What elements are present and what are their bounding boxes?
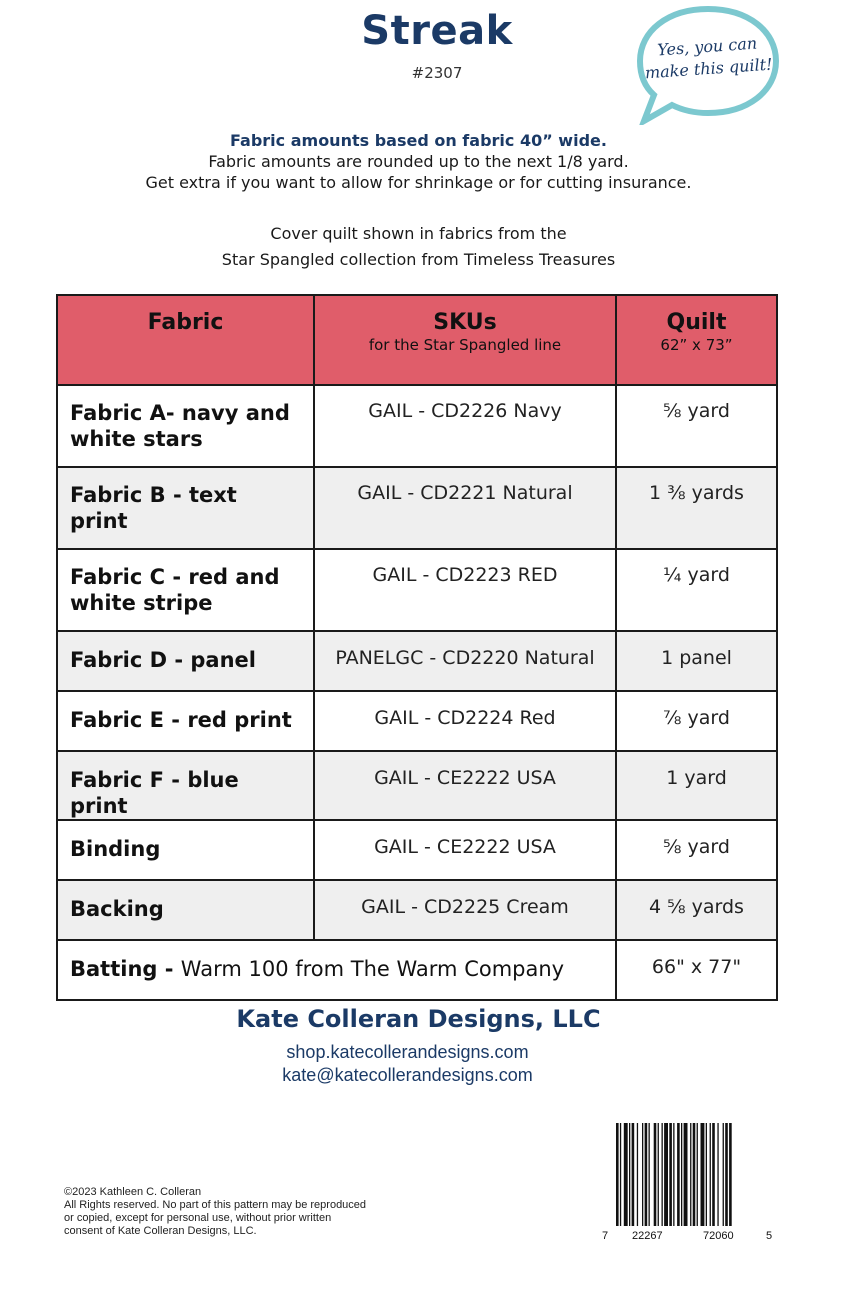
barcode-bar [717,1123,718,1226]
barcode-bar [624,1123,628,1226]
fabric-notes [0,130,837,193]
barcode-bar [662,1123,663,1226]
header-quilt: Quilt 62” x 73” [616,295,777,385]
extra-note: Get extra if you want to allow for shrinkage or for cutting insurance. [145,173,692,192]
fabric-name: Fabric D - panel [57,631,314,691]
barcode-bar [637,1123,638,1226]
table-row [57,467,777,549]
fabric-name: Fabric F - blue print [57,751,314,820]
barcode-icon [616,1123,772,1226]
header-fabric: Fabric [57,295,314,385]
barcode-bar [723,1123,724,1226]
barcode-bar [620,1123,621,1226]
email-link[interactable]: kate@katecollerandesigns.com [282,1065,533,1085]
barcode-bar [632,1123,635,1226]
barcode-bar [697,1123,698,1226]
fabric-width-note: Fabric amounts based on fabric 40” wide. [230,131,607,150]
contact-info [0,1041,815,1087]
table-row [57,880,777,940]
table-row-batting [57,940,777,1000]
fabric-quantity: 4 ⅝ yards [616,880,777,940]
cover-quilt-note: Cover quilt shown in fabrics from the Star Spangled collection from Timeless Treasures [221,224,616,269]
barcode-bar [649,1123,650,1226]
barcode-bar [658,1123,659,1226]
speech-bubble-text: Yes, you can make this quilt! [644,33,774,83]
barcode-bar [669,1123,672,1226]
fabric-name: Binding [57,820,314,880]
fabric-sku: GAIL - CE2222 USA [314,820,616,880]
shop-link[interactable]: shop.katecollerandesigns.com [286,1042,529,1062]
fabric-sku: GAIL - CD2224 Red [314,691,616,751]
fabric-sku: GAIL - CD2226 Navy [314,385,616,467]
table-row [57,820,777,880]
barcode-bar [664,1123,668,1226]
fabric-sku: GAIL - CE2222 USA [314,751,616,820]
barcode-bar [712,1123,715,1226]
batting-label: Batting - [70,957,181,981]
barcode-bar [690,1123,691,1226]
barcode-bar [681,1123,682,1226]
barcode-bar [710,1123,711,1226]
fabric-sku: GAIL - CD2221 Natural [314,467,616,549]
fabric-sku: GAIL - CD2223 RED [314,549,616,631]
fabric-name: Fabric B - text print [57,467,314,549]
fabric-quantity: 1 panel [616,631,777,691]
pattern-back-cover: Streak #2307 Yes, you can make this quilt! Fabric amounts based on fabric 40” wide. Fabric amounts are rounded up to the next 1/8 yard. Get extra if you want to allow for shrinkage or for cutting insurance. Cover quilt shown in fabrics from the Star Spangled collection from Timeless Treasures Fabric SKUs for the Star Spangled line Quilt 62” x 73” Fabric A- navy and white stars GAIL - CD2226 Navy ⅝ yard Fabric B - text print GAIL - CD2221 Natural 1 ⅜ yards Fabric C - red and white stripe GAIL - CD2223 RED ¼ yard Fabric D - panel PANELGC - CD2220 Natural 1 panel Fabric E - red print GAIL - CD2224 Red ⅞ yard Fabric F - blue print GAIL - CE2222 USA 1 yard Binding GAIL - CE2222 USA ⅝ yard Backing GAIL - CD2225 Cream 4 ⅝ yards Batting - Warm 100 from The Warm Company 66" x 77" Kate Colleran Designs, LLC shop.katecollerandesigns.com kate@katecollerandesigns.com ©2023 Kathleen C. Colleran All Rights reserved. No part of this pattern may be reproduced or copied, except for personal use, without prior written consent of Kate Colleran Designs, LLC. 7 22267 72060 5 [0,0,841,1300]
fabric-quantity: 1 ⅜ yards [616,467,777,549]
barcode-bar [645,1123,648,1226]
barcode-bar [729,1123,732,1226]
fabric-name: Fabric C - red and white stripe [57,549,314,631]
fabric-quantity: ¼ yard [616,549,777,631]
barcode-bar [725,1123,728,1226]
table-row [57,751,777,820]
barcode-bar [684,1123,688,1226]
batting-quantity: 66" x 77" [616,940,777,1000]
table-row [57,631,777,691]
fabric-name: Fabric E - red print [57,691,314,751]
barcode-bar [706,1123,707,1226]
barcode-bar [629,1123,630,1226]
barcode-bar [654,1123,657,1226]
barcode-bar [673,1123,674,1226]
table-row [57,691,777,751]
barcode-bar [616,1123,619,1226]
barcode-bar [693,1123,696,1226]
barcode-bar [677,1123,680,1226]
fabric-quantity: ⅝ yard [616,820,777,880]
fabric-quantity: ⅞ yard [616,691,777,751]
batting-cell [57,940,616,1000]
pattern-number: #2307 [411,64,463,82]
fabric-sku: PANELGC - CD2220 Natural [314,631,616,691]
copyright-notice: ©2023 Kathleen C. Colleran All Rights reserved. No part of this pattern may be reproduced or copied, except for personal use, without prior written consent of Kate Colleran Designs, LLC. [64,1186,367,1237]
table-header-row [57,295,777,385]
batting-value: Warm 100 from The Warm Company [180,957,565,981]
fabric-sku: GAIL - CD2225 Cream [314,880,616,940]
fabric-quantity: 1 yard [616,751,777,820]
fabric-name: Backing [57,880,314,940]
header-skus: SKUs for the Star Spangled line [314,295,616,385]
company-name: Kate Colleran Designs, LLC [236,1005,601,1033]
rounding-note: Fabric amounts are rounded up to the next 1/8 yard. [208,152,629,171]
pattern-title: Streak [361,8,513,54]
fabric-quantity: ⅝ yard [616,385,777,467]
barcode-bar [701,1123,705,1226]
barcode-bar [642,1123,643,1226]
table-row [57,385,777,467]
fabric-requirements-table [56,294,778,1001]
table-row [57,549,777,631]
fabric-name: Fabric A- navy and white stars [57,385,314,467]
